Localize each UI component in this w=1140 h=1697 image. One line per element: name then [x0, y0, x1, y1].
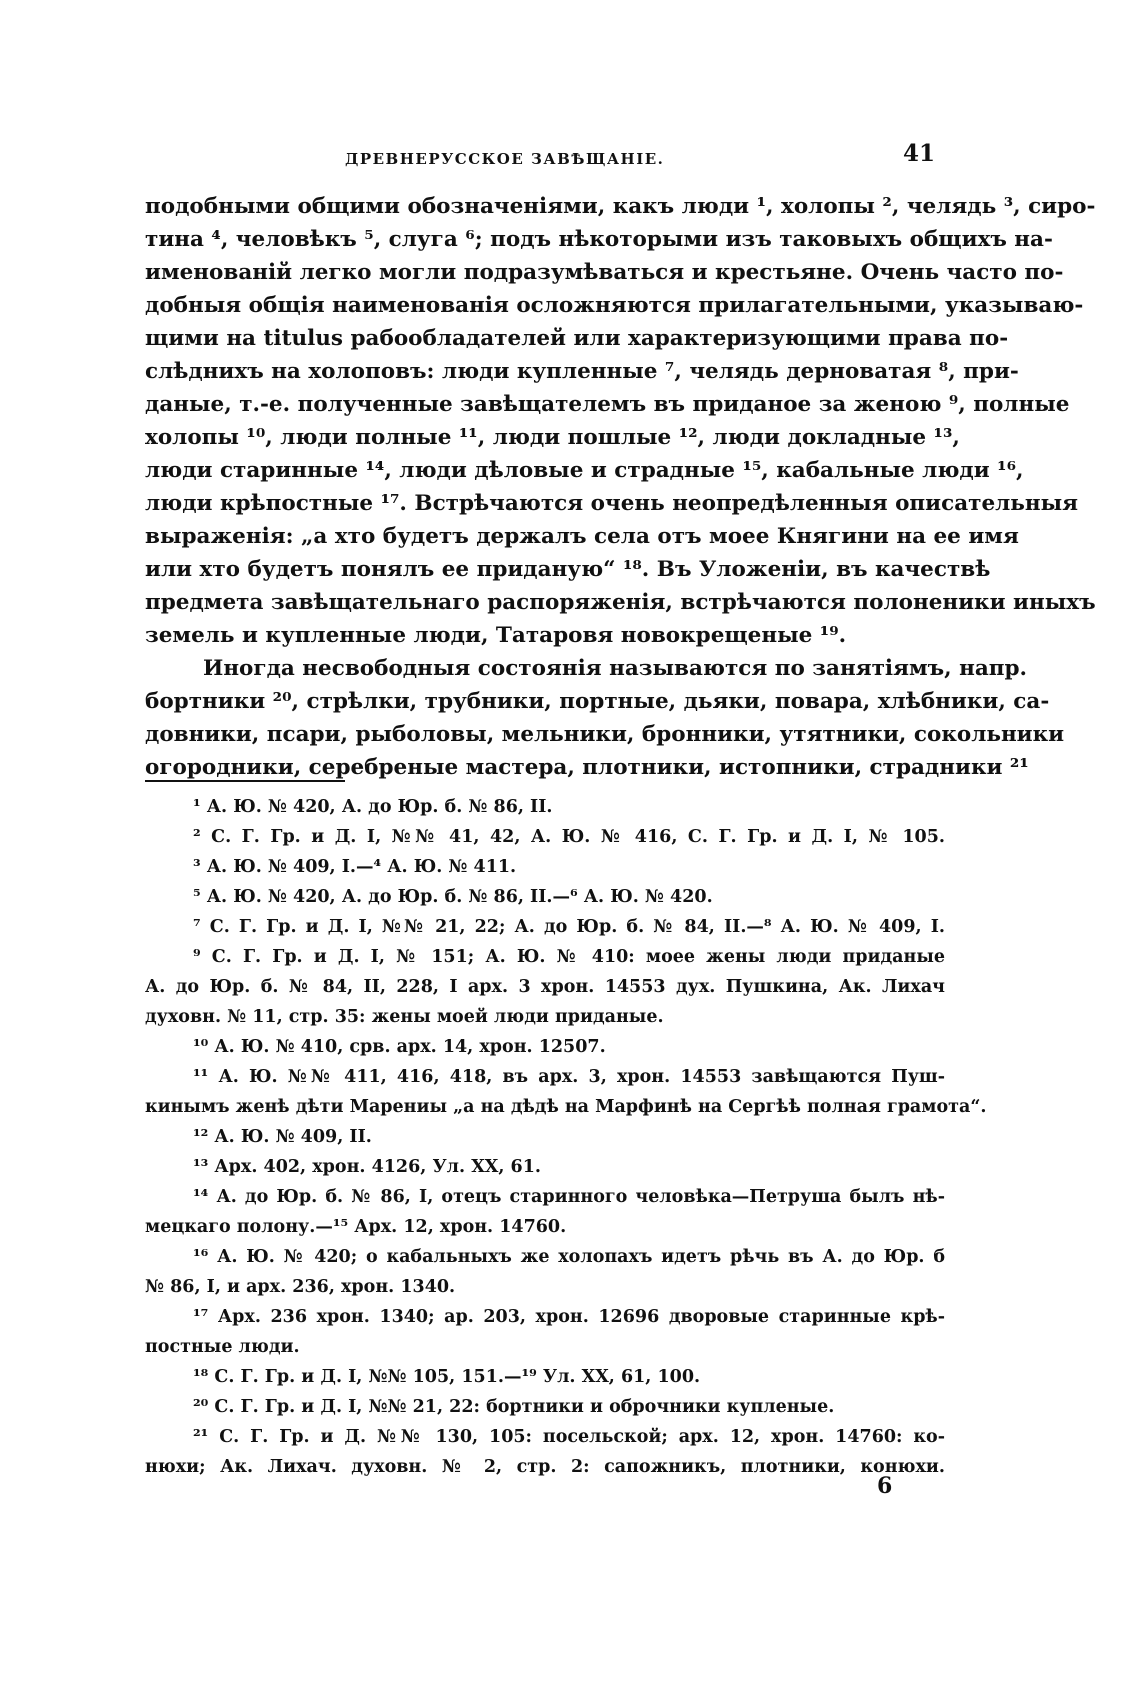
body-line: холопы ¹⁰, люди полные ¹¹, люди пошлые ¹², люди докладные ¹³, — [145, 425, 960, 450]
page-number: 41 — [902, 140, 935, 167]
running-title: ДРЕВНЕРУССКОЕ ЗАВѢЩАНІЕ. — [345, 150, 665, 168]
footnote-line: ⁷ С. Г. Гр. и Д. I, №№ 21, 22; А. до Юр. б. № 84, II.—⁸ А. Ю. № 409, I. — [193, 917, 945, 937]
footnote-line: ¹² А. Ю. № 409, II. — [193, 1127, 372, 1147]
body-line: тина ⁴, человѣкъ ⁵, слуга ⁶; подъ нѣкоторыми изъ таковыхъ общихъ на- — [145, 227, 1053, 252]
body-line: слѣднихъ на холоповъ: люди купленные ⁷, челядь дерноватая ⁸, при- — [145, 359, 1019, 384]
footnote-line: кинымъ женѣ дѣти Марениы „а на дѣдѣ на Марфинѣ на Сергѣѣ полная грамота“. — [145, 1097, 987, 1117]
footnote-line: ¹⁶ А. Ю. № 420; о кабальныхъ же холопахъ идетъ рѣчь въ А. до Юр. б — [193, 1247, 945, 1267]
body-text — [145, 190, 1096, 784]
body-line: люди крѣпостные ¹⁷. Встрѣчаются очень неопредѣленныя описательныя — [145, 491, 1079, 516]
footnotes — [145, 792, 987, 1482]
footnote-line: духовн. № 11, стр. 35: жены моей люди приданые. — [145, 1007, 664, 1027]
footnote-line: нюхи; Ак. Лихач. духовн. № 2, стр. 2: сапожникъ, плотники, конюхи. — [145, 1457, 945, 1477]
footnote-line: ¹¹ А. Ю. №№ 411, 416, 418, въ арх. 3, хрон. 14553 завѣщаются Пуш- — [193, 1067, 945, 1087]
footnote-line: № 86, I, и арх. 236, хрон. 1340. — [145, 1277, 456, 1297]
footnote-line: постные люди. — [145, 1337, 300, 1357]
footnote-line: ¹⁸ С. Г. Гр. и Д. I, №№ 105, 151.—¹⁹ Ул. XX, 61, 100. — [193, 1367, 701, 1387]
body-line: земель и купленные люди, Татаровя новокрещеные ¹⁹. — [145, 623, 847, 648]
footnote-line: ¹⁰ А. Ю. № 410, срв. арх. 14, хрон. 12507. — [193, 1037, 606, 1057]
body-line: люди старинные ¹⁴, люди дѣловые и страдные ¹⁵, кабальные люди ¹⁶, — [145, 458, 1024, 483]
footnote-line: мецкаго полону.—¹⁵ Арх. 12, хрон. 14760. — [145, 1217, 567, 1237]
body-line: именованій легко могли подразумѣваться и крестьяне. Очень часто по- — [145, 260, 1064, 285]
footnote-line: ² С. Г. Гр. и Д. I, №№ 41, 42, А. Ю. № 416, С. Г. Гр. и Д. I, № 105. — [193, 827, 945, 847]
footnote-line: ¹³ Арх. 402, хрон. 4126, Ул. XX, 61. — [193, 1157, 541, 1177]
footnote-line: ⁵ А. Ю. № 420, А. до Юр. б. № 86, II.—⁶ А. Ю. № 420. — [193, 887, 713, 907]
body-line: подобными общими обозначеніями, какъ люди ¹, холопы ², челядь ³, сиро- — [145, 194, 1096, 219]
paragraph-2-line: Иногда несвободныя состоянія называются по занятіямъ, напр. — [203, 656, 1028, 681]
body-line: даные, т.-е. полученные завѣщателемъ въ приданое за женою ⁹, полные — [145, 392, 1070, 417]
running-head — [145, 140, 945, 180]
footnote-line: ³ А. Ю. № 409, I.—⁴ А. Ю. № 411. — [193, 857, 517, 877]
body-line: предмета завѣщательнаго распоряженія, встрѣчаются полоненики иныхъ — [145, 590, 1096, 615]
body-line: щими на titulus рабообладателей или характеризующими права по- — [145, 326, 1009, 351]
footnote-line: ¹⁷ Арх. 236 хрон. 1340; ар. 203, хрон. 12696 дворовые старинные крѣ- — [193, 1307, 945, 1327]
footnote-line: ²⁰ С. Г. Гр. и Д. I, №№ 21, 22: бортники и оброчники купленые. — [193, 1397, 835, 1417]
footnote-line: ¹⁴ А. до Юр. б. № 86, I, отецъ старинного человѣка—Петруша былъ нѣ- — [193, 1187, 945, 1207]
footnote-line: ¹ А. Ю. № 420, А. до Юр. б. № 86, II. — [193, 797, 553, 817]
paragraph-2-line: довники, псари, рыболовы, мельники, бронники, утятники, сокольники — [145, 722, 1065, 747]
body-line: или хто будетъ понялъ ее приданую“ ¹⁸. Въ Уложеніи, въ качествѣ — [145, 557, 991, 582]
footnote-divider — [145, 780, 345, 782]
paragraph-2-line: огородники, серебреные мастера, плотники, истопники, страдники ²¹ — [145, 755, 1029, 780]
footnote-line: А. до Юр. б. № 84, II, 228, I арх. 3 хрон. 14553 дух. Пушкина, Ак. Лихач — [145, 977, 945, 997]
footnote-line: ⁹ С. Г. Гр. и Д. I, № 151; А. Ю. № 410: моее жены люди приданые — [193, 947, 945, 967]
body-line: добныя общія наименованія осложняются прилагательными, указываю- — [145, 293, 1084, 318]
paragraph-2-line: бортники ²⁰, стрѣлки, трубники, портные, дьяки, повара, хлѣбники, са- — [145, 689, 1050, 714]
body-line: выраженія: „а хто будетъ держалъ села отъ моее Княгини на ее имя — [145, 524, 1019, 549]
footnote-line: ²¹ С. Г. Гр. и Д. №№ 130, 105: посельской; арх. 12, хрон. 14760: ко- — [193, 1427, 945, 1447]
printer-signature-mark: 6 — [877, 1473, 893, 1499]
